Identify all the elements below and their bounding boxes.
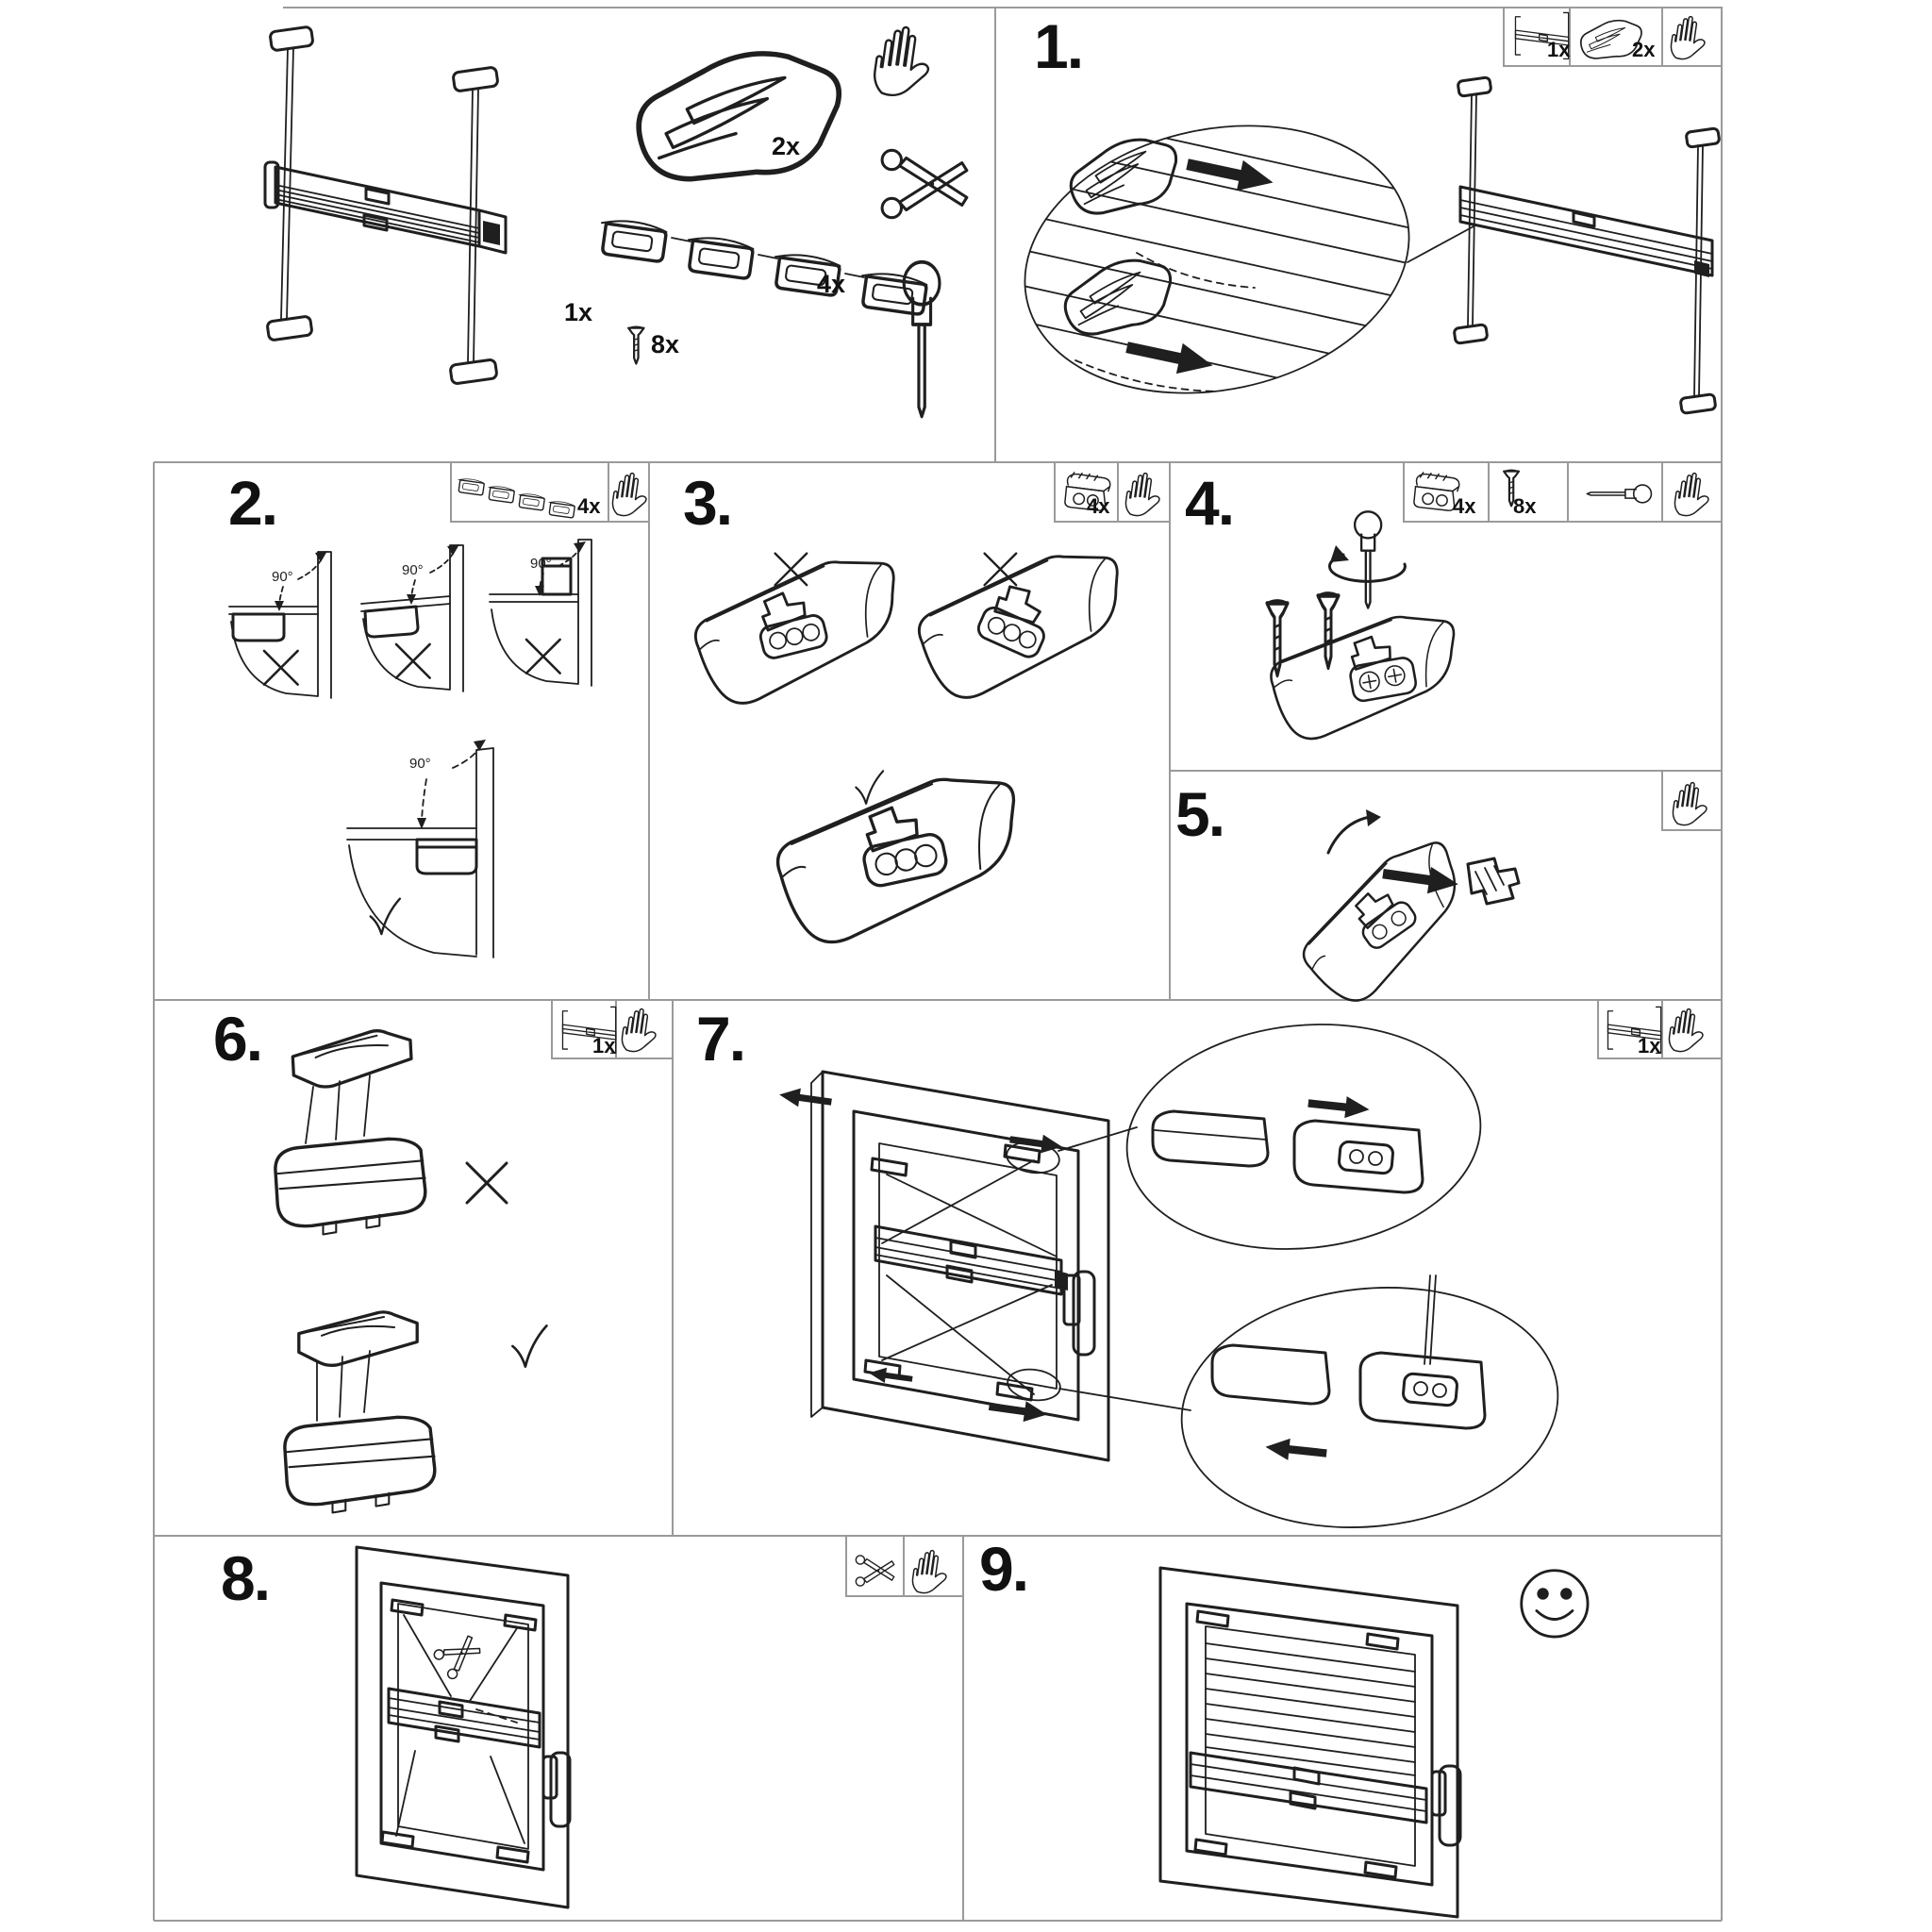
- step3-number: 3.: [683, 468, 732, 538]
- panel-step-4: [1170, 462, 1722, 771]
- panel-step-8: [154, 1536, 963, 1921]
- step7-rail-qty: 1x: [1638, 1034, 1661, 1058]
- step8-number: 8.: [221, 1543, 270, 1613]
- angle-label-3: 90°: [530, 556, 552, 572]
- step5-number: 5.: [1175, 779, 1224, 849]
- step2-bracket-qty: 4x: [577, 494, 601, 518]
- bracket-strip-qty-label: 4x: [817, 270, 846, 298]
- step6-rail-qty: 1x: [592, 1034, 616, 1058]
- panel-step-1: [995, 8, 1722, 462]
- step4-clamp-qty: 4x: [1453, 494, 1476, 518]
- rail-assembly-qty-label: 1x: [564, 298, 593, 326]
- step1-number: 1.: [1034, 11, 1083, 81]
- panel-parts-overview: [154, 8, 995, 462]
- step7-number: 7.: [696, 1004, 745, 1074]
- clamp-qty-label: 2x: [772, 132, 801, 160]
- panel-step-5: [1170, 771, 1722, 1000]
- panel-step-6: [154, 1000, 673, 1536]
- panel-step-3: [649, 462, 1170, 1000]
- panel-step-9: [963, 1536, 1722, 1921]
- step4-screw-qty: 8x: [1513, 494, 1537, 518]
- step9-number: 9.: [979, 1534, 1028, 1604]
- angle-label-1: 90°: [272, 569, 293, 585]
- step1-rail-qty: 1x: [1547, 38, 1571, 61]
- step2-number: 2.: [228, 468, 277, 538]
- screw-qty-label: 8x: [651, 330, 680, 358]
- step1-clamp-qty: 2x: [1632, 38, 1656, 61]
- step6-number: 6.: [213, 1004, 262, 1074]
- angle-label-2: 90°: [402, 562, 424, 578]
- step4-number: 4.: [1185, 468, 1234, 538]
- panel-step-7: [673, 1000, 1722, 1536]
- angle-label-4: 90°: [409, 756, 431, 772]
- panel-step-2: [154, 462, 649, 1000]
- step3-clamp-qty: 4x: [1087, 494, 1110, 518]
